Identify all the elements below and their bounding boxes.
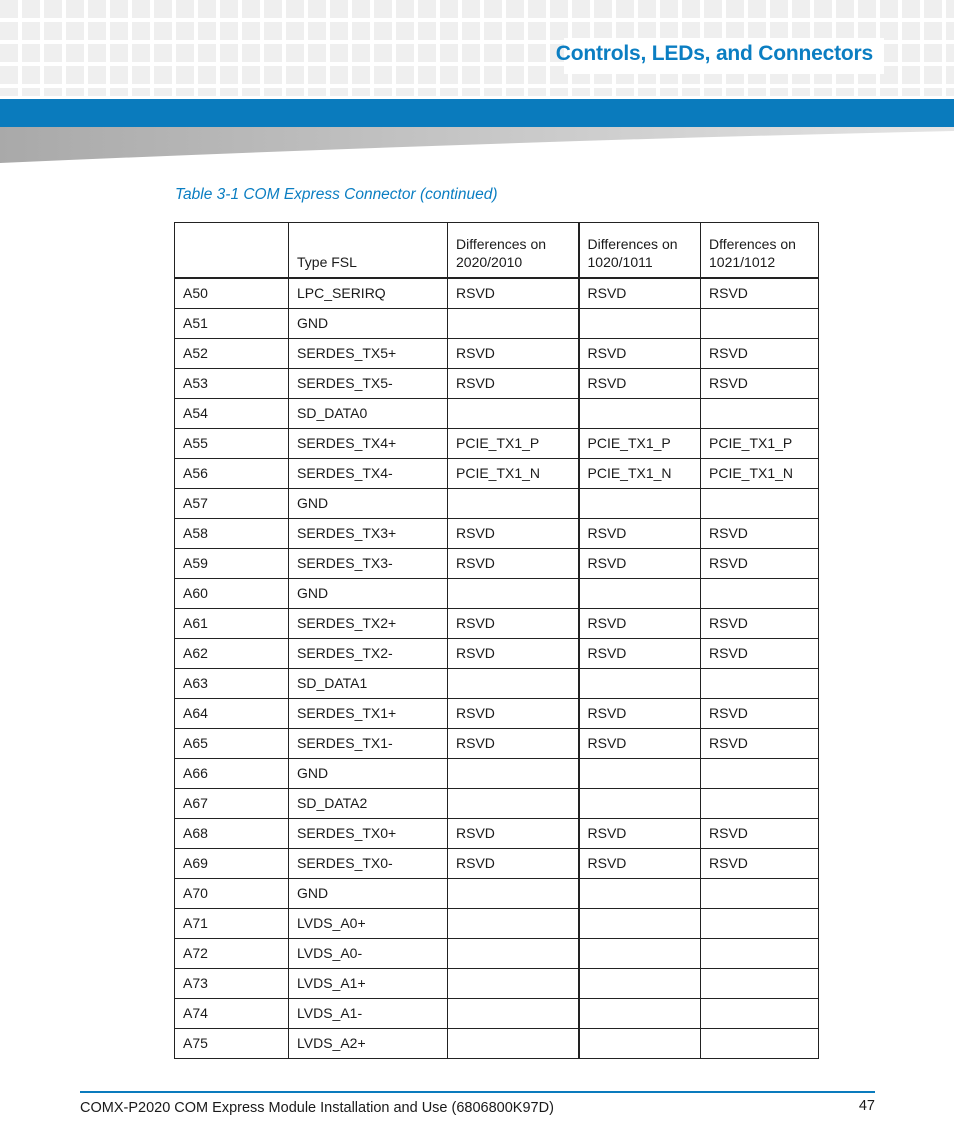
table-cell: [701, 399, 819, 429]
table-cell: A72: [175, 939, 289, 969]
table-row: [175, 789, 819, 819]
table-cell: LVDS_A2+: [289, 1029, 448, 1059]
table-cell: RSVD: [448, 339, 579, 369]
table-cell: RSVD: [448, 729, 579, 759]
table-cell: RSVD: [701, 729, 819, 759]
table-cell: [448, 879, 579, 909]
table-cell: RSVD: [448, 819, 579, 849]
table-cell: A54: [175, 399, 289, 429]
table-cell: [448, 759, 579, 789]
table-cell: SERDES_TX4-: [289, 459, 448, 489]
table-row: [175, 939, 819, 969]
table-cell: [448, 909, 579, 939]
column-header: [175, 223, 289, 279]
table-cell: RSVD: [701, 549, 819, 579]
table-cell: LVDS_A1+: [289, 969, 448, 999]
table-cell: A65: [175, 729, 289, 759]
table-cell: [701, 879, 819, 909]
connector-table: [174, 222, 819, 1059]
table-cell: [701, 939, 819, 969]
footer-rule: [80, 1091, 875, 1093]
table-cell: [579, 789, 701, 819]
table-row: [175, 549, 819, 579]
table-cell: A68: [175, 819, 289, 849]
table-row: [175, 969, 819, 999]
table-cell: RSVD: [701, 819, 819, 849]
table-cell: [448, 489, 579, 519]
table-cell: [579, 399, 701, 429]
table-cell: RSVD: [579, 519, 701, 549]
table-cell: [579, 579, 701, 609]
table-cell: SERDES_TX4+: [289, 429, 448, 459]
table-row: [175, 1029, 819, 1059]
table-cell: LVDS_A1-: [289, 999, 448, 1029]
table-row: [175, 399, 819, 429]
table-cell: RSVD: [579, 819, 701, 849]
table-cell: A50: [175, 278, 289, 309]
table-cell: [701, 1029, 819, 1059]
table-cell: RSVD: [448, 519, 579, 549]
table-cell: RSVD: [579, 639, 701, 669]
table-cell: SERDES_TX0-: [289, 849, 448, 879]
table-cell: GND: [289, 579, 448, 609]
table-cell: RSVD: [579, 729, 701, 759]
page-number: 47: [858, 1098, 875, 1114]
table-row: [175, 609, 819, 639]
table-cell: RSVD: [701, 609, 819, 639]
table-cell: A71: [175, 909, 289, 939]
table-cell: [579, 759, 701, 789]
table-cell: [579, 309, 701, 339]
table-row: [175, 429, 819, 459]
table-cell: A61: [175, 609, 289, 639]
table-cell: RSVD: [579, 278, 701, 309]
table-cell: RSVD: [579, 549, 701, 579]
table-cell: A53: [175, 369, 289, 399]
table-row: [175, 309, 819, 339]
table-cell: [448, 309, 579, 339]
table-cell: [579, 909, 701, 939]
column-header: Type FSL: [289, 223, 448, 279]
table-cell: SERDES_TX1-: [289, 729, 448, 759]
table-row: [175, 489, 819, 519]
table-cell: SD_DATA1: [289, 669, 448, 699]
table-cell: RSVD: [579, 339, 701, 369]
footer-document-title: COMX-P2020 COM Express Module Installation and Use (6806800K97D): [80, 1100, 554, 1116]
table-cell: PCIE_TX1_P: [579, 429, 701, 459]
table-cell: RSVD: [448, 369, 579, 399]
table-cell: RSVD: [448, 849, 579, 879]
table-cell: [701, 969, 819, 999]
table-cell: [701, 789, 819, 819]
table-cell: A75: [175, 1029, 289, 1059]
table-row: [175, 369, 819, 399]
table-cell: [448, 789, 579, 819]
header-swoosh: [0, 127, 954, 163]
table-cell: SERDES_TX3-: [289, 549, 448, 579]
table-cell: PCIE_TX1_N: [579, 459, 701, 489]
table-cell: A64: [175, 699, 289, 729]
table-cell: [448, 399, 579, 429]
table-cell: [579, 999, 701, 1029]
table-row: [175, 519, 819, 549]
table-cell: [448, 669, 579, 699]
table-cell: [448, 1029, 579, 1059]
table-cell: PCIE_TX1_N: [701, 459, 819, 489]
table-cell: PCIE_TX1_P: [701, 429, 819, 459]
table-cell: GND: [289, 309, 448, 339]
table-cell: GND: [289, 759, 448, 789]
table-cell: RSVD: [701, 519, 819, 549]
table-cell: SERDES_TX5+: [289, 339, 448, 369]
table-row: [175, 909, 819, 939]
table-cell: [448, 969, 579, 999]
table-cell: RSVD: [701, 339, 819, 369]
table-cell: SD_DATA0: [289, 399, 448, 429]
table-row: [175, 278, 819, 309]
table-cell: RSVD: [448, 699, 579, 729]
table-cell: [579, 969, 701, 999]
table-cell: RSVD: [701, 699, 819, 729]
table-cell: [701, 759, 819, 789]
table-cell: [448, 939, 579, 969]
table-cell: LVDS_A0+: [289, 909, 448, 939]
table-cell: RSVD: [448, 278, 579, 309]
table-cell: LVDS_A0-: [289, 939, 448, 969]
table-cell: A60: [175, 579, 289, 609]
table-cell: PCIE_TX1_P: [448, 429, 579, 459]
table-row: [175, 639, 819, 669]
table-cell: SERDES_TX2+: [289, 609, 448, 639]
table-cell: A62: [175, 639, 289, 669]
table-cell: LPC_SERIRQ: [289, 278, 448, 309]
table-cell: SERDES_TX0+: [289, 819, 448, 849]
table-cell: A63: [175, 669, 289, 699]
table-row: [175, 879, 819, 909]
table-cell: SERDES_TX2-: [289, 639, 448, 669]
table-cell: [579, 879, 701, 909]
table-cell: A56: [175, 459, 289, 489]
table-cell: [579, 489, 701, 519]
table-row: [175, 459, 819, 489]
table-cell: SERDES_TX1+: [289, 699, 448, 729]
table-row: [175, 699, 819, 729]
table-cell: RSVD: [701, 278, 819, 309]
table-row: [175, 759, 819, 789]
table-cell: A69: [175, 849, 289, 879]
table-cell: A55: [175, 429, 289, 459]
table-cell: A66: [175, 759, 289, 789]
table-cell: RSVD: [701, 639, 819, 669]
table-row: [175, 669, 819, 699]
table-cell: A52: [175, 339, 289, 369]
table-cell: GND: [289, 879, 448, 909]
table-cell: SERDES_TX3+: [289, 519, 448, 549]
table-cell: [701, 669, 819, 699]
table-cell: SERDES_TX5-: [289, 369, 448, 399]
table-cell: [448, 999, 579, 1029]
table-cell: RSVD: [579, 609, 701, 639]
table-cell: [579, 939, 701, 969]
table-cell: [701, 999, 819, 1029]
table-body: [175, 278, 819, 1059]
table-cell: [701, 909, 819, 939]
section-title: Controls, LEDs, and Connectors: [555, 42, 873, 65]
column-header: Differences on 1020/1011: [579, 223, 701, 279]
table-cell: RSVD: [448, 639, 579, 669]
table-cell: A73: [175, 969, 289, 999]
table-cell: A70: [175, 879, 289, 909]
table-cell: A74: [175, 999, 289, 1029]
table-cell: A58: [175, 519, 289, 549]
table-cell: SD_DATA2: [289, 789, 448, 819]
table-cell: RSVD: [579, 699, 701, 729]
table-row: [175, 819, 819, 849]
table-cell: A57: [175, 489, 289, 519]
table-cell: [701, 489, 819, 519]
table-header-row: [175, 223, 819, 279]
table-cell: A51: [175, 309, 289, 339]
table-row: [175, 339, 819, 369]
table-cell: GND: [289, 489, 448, 519]
table-row: [175, 849, 819, 879]
table-cell: A59: [175, 549, 289, 579]
table-cell: [579, 669, 701, 699]
table-caption: Table 3-1 COM Express Connector (continued): [175, 186, 498, 203]
table-cell: [701, 579, 819, 609]
table-cell: RSVD: [701, 369, 819, 399]
column-header: Dfferences on 1021/1012: [701, 223, 819, 279]
table-cell: RSVD: [448, 609, 579, 639]
table-cell: [448, 579, 579, 609]
table-cell: RSVD: [579, 369, 701, 399]
table-cell: RSVD: [701, 849, 819, 879]
table-row: [175, 999, 819, 1029]
table-cell: PCIE_TX1_N: [448, 459, 579, 489]
table-cell: [701, 309, 819, 339]
header-band: [0, 99, 954, 127]
table-row: [175, 579, 819, 609]
column-header: Differences on 2020/2010: [448, 223, 579, 279]
table-cell: [579, 1029, 701, 1059]
table-cell: RSVD: [448, 549, 579, 579]
table-cell: RSVD: [579, 849, 701, 879]
table-row: [175, 729, 819, 759]
table-cell: A67: [175, 789, 289, 819]
